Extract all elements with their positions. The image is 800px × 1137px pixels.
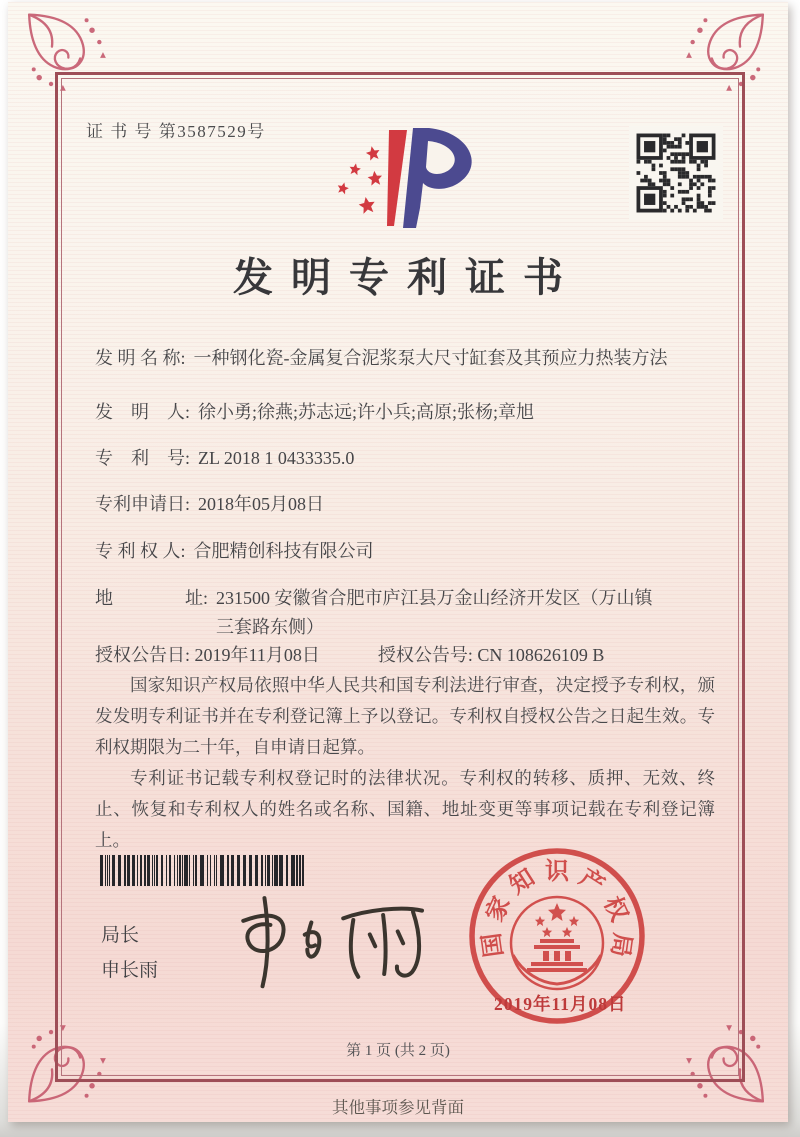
svg-text:家: 家 xyxy=(482,892,516,926)
field-label: 地 址: xyxy=(95,588,209,608)
field-row-filing-date xyxy=(95,490,324,519)
field-row-address xyxy=(95,584,668,642)
legal-text xyxy=(95,670,715,856)
field-row-inventors xyxy=(95,398,534,427)
director-block xyxy=(101,918,158,988)
seal-date: 2019年11月08日 xyxy=(494,994,627,1014)
field-value: ZL 2018 1 0433335.0 xyxy=(198,448,355,468)
svg-text:识: 识 xyxy=(545,859,569,885)
grant-number-label: 授权公告号: xyxy=(377,645,473,665)
field-value: 徐小勇;徐燕;苏志远;许小兵;高原;张杨;章旭 xyxy=(198,402,535,422)
certificate-page xyxy=(8,2,788,1122)
svg-text:国: 国 xyxy=(479,931,509,959)
field-label: 专 利 号: xyxy=(95,448,191,468)
svg-text:知: 知 xyxy=(505,864,540,900)
signature-icon xyxy=(206,882,445,1000)
cnipa-logo-icon xyxy=(326,122,486,237)
grant-date-value: 2019年11月08日 xyxy=(194,645,320,665)
field-row-patent-number xyxy=(95,444,354,473)
back-side-note: 其他事项参见背面 xyxy=(332,1098,464,1117)
qr-code-icon xyxy=(629,126,723,220)
grant-row xyxy=(95,641,715,667)
field-value: 一种钢化瓷-金属复合泥浆泵大尺寸缸套及其预应力热装方法 xyxy=(193,348,668,368)
field-row-invention-name xyxy=(95,344,668,373)
grant-date-label: 授权公告日: xyxy=(95,645,191,665)
field-value: 合肥精创科技有限公司 xyxy=(193,541,374,561)
field-label: 专 利 权 人: xyxy=(95,541,186,561)
director-title: 局长 xyxy=(101,925,140,946)
svg-text:权: 权 xyxy=(598,892,632,926)
grant-number xyxy=(378,641,605,667)
field-row-patentee xyxy=(95,537,374,566)
svg-text:局: 局 xyxy=(605,931,635,959)
svg-text:产: 产 xyxy=(574,864,609,900)
field-value: 231500 安徽省合肥市庐江县万金山经济开发区（万山镇三套路东侧） xyxy=(216,588,653,637)
grant-number-value: CN 108626109 B xyxy=(477,645,605,665)
field-value: 2018年05月08日 xyxy=(198,494,325,514)
field-label: 发 明 人: xyxy=(95,402,191,422)
certificate-number: 证 书 号 第3587529号 xyxy=(86,122,266,141)
legal-paragraph: 专利证书记载专利权登记时的法律状况。专利权的转移、质押、无效、终止、恢复和专利权人的姓名或名称、国籍、地址变更等事项记载在专利登记簿上。 xyxy=(95,768,715,850)
grant-date xyxy=(95,641,320,667)
director-name: 申长雨 xyxy=(101,960,159,981)
page-number: 第 1 页 (共 2 页) xyxy=(346,1043,450,1059)
certificate-title: 发明专利证书 xyxy=(233,255,581,300)
legal-paragraph: 国家知识产权局依照中华人民共和国专利法进行审查，决定授予专利权，颁发发明专利证书并在专利登记簿上予以登记。专利权自授权公告之日起生效。专利权期限为二十年，自申请日起算。 xyxy=(95,675,715,757)
barcode-icon xyxy=(98,855,308,886)
field-label: 发 明 名 称: xyxy=(95,348,186,368)
field-label: 专利申请日: xyxy=(95,494,191,514)
